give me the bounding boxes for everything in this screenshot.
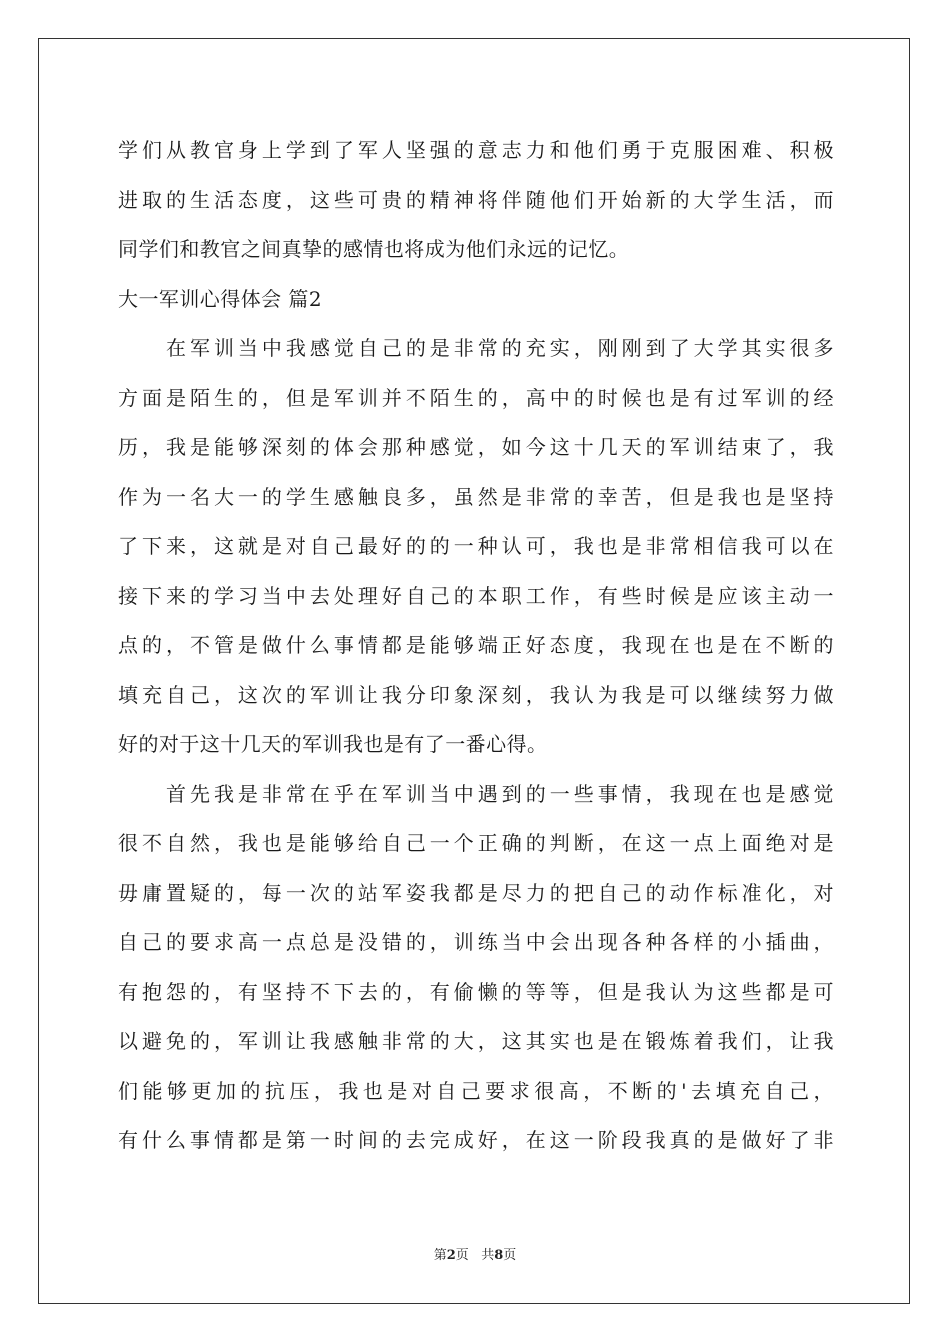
page-suffix: 页 bbox=[455, 1248, 469, 1263]
text-line: 在军训当中我感觉自己的是非常的充实，刚刚到了大学其实很多 bbox=[118, 336, 834, 360]
text-line: 有什么事情都是第一时间的去完成好，在这一阶段我真的是做好了非 bbox=[118, 1128, 834, 1152]
text-line: 方面是陌生的，但是军训并不陌生的，高中的时候也是有过军训的经 bbox=[118, 385, 834, 410]
text-line: 好的对于这十几天的军训我也是有了一番心得。 bbox=[118, 732, 548, 756]
text-line: 毋庸置疑的，每一次的站军姿我都是尽力的把自己的动作标准化，对 bbox=[118, 880, 834, 905]
text-line: 很不自然，我也是能够给自己一个正确的判断，在这一点上面绝对是 bbox=[118, 831, 834, 855]
page-prefix: 第 bbox=[433, 1248, 447, 1263]
text-line: 自己的要求高一点总是没错的，训练当中会出现各种各样的小插曲， bbox=[118, 930, 834, 954]
text-line: 进取的生活态度，这些可贵的精神将伴随他们开始新的大学生活，而 bbox=[118, 187, 834, 212]
text-line: 历，我是能够深刻的体会那种感觉，如今这十几天的军训结束了，我 bbox=[118, 435, 834, 459]
text-line: 作为一名大一的学生感触良多，虽然是非常的幸苦，但是我也是坚持 bbox=[118, 484, 834, 509]
text-line: 以避免的，军训让我感触非常的大，这其实也是在锻炼着我们，让我 bbox=[118, 1029, 834, 1053]
text-line: 接下来的学习当中去处理好自己的本职工作，有些时候是应该主动一 bbox=[118, 583, 834, 608]
text-line: 点的，不管是做什么事情都是能够端正好态度，我现在也是在不断的 bbox=[118, 633, 834, 657]
text-line: 填充自己，这次的军训让我分印象深刻，我认为我是可以继续努力做 bbox=[118, 682, 834, 707]
total-number: 8 bbox=[494, 1248, 504, 1263]
text-line: 了下来，这就是对自己最好的的一种认可，我也是非常相信我可以在 bbox=[118, 534, 834, 558]
total-suffix: 页 bbox=[503, 1248, 517, 1263]
page-footer bbox=[0, 1244, 950, 1263]
text-line: 同学们和教官之间真挚的感情也将成为他们永远的记忆。 bbox=[118, 237, 630, 261]
page-number: 2 bbox=[446, 1248, 456, 1263]
section-heading: 大一军训心得体会 篇2 bbox=[118, 286, 323, 311]
text-line: 首先我是非常在乎在军训当中遇到的一些事情，我现在也是感觉 bbox=[118, 781, 834, 806]
text-line: 们能够更加的抗压，我也是对自己要求很高，不断的'去填充自己， bbox=[118, 1078, 834, 1103]
total-prefix: 共 bbox=[481, 1248, 495, 1263]
text-line: 有抱怨的，有坚持不下去的，有偷懒的等等，但是我认为这些都是可 bbox=[118, 979, 834, 1004]
document-body bbox=[118, 126, 834, 1166]
text-line: 学们从教官身上学到了军人坚强的意志力和他们勇于克服困难、积极 bbox=[118, 138, 834, 162]
